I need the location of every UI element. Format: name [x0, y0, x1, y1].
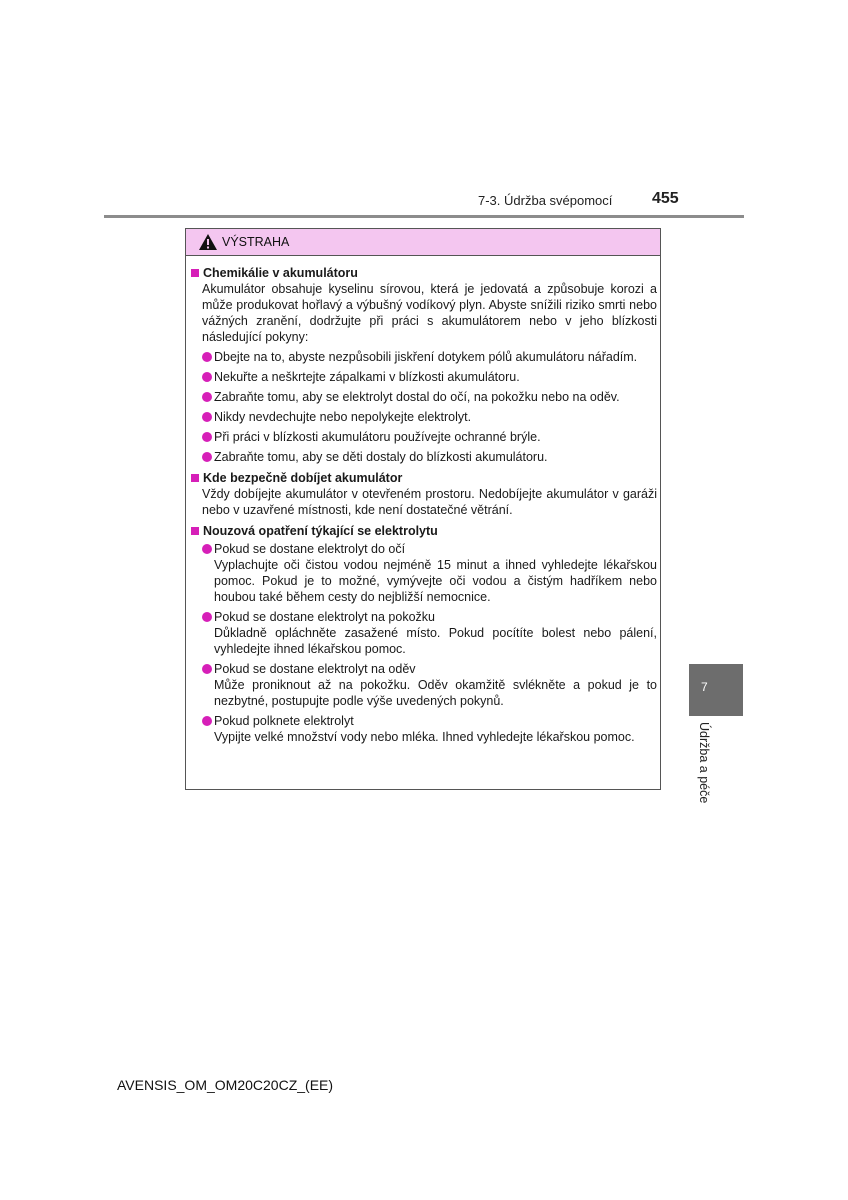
dot-bullet-icon	[202, 664, 212, 674]
section-title: Nouzová opatření týkající se elektrolytu	[189, 523, 657, 539]
section-header: 7-3. Údržba svépomocí	[478, 193, 613, 208]
list-item: Pokud se dostane elektrolyt na oděv	[189, 661, 657, 677]
list-item: Pokud se dostane elektrolyt na pokožku	[189, 609, 657, 625]
section-paragraph: Akumulátor obsahuje kyselinu sírovou, která je jedovatá a způsobuje korozi a může produkovat hořlavý a výbušný vodíkový plyn. Abyste snížili riziko smrti nebo vážných zranění, dodržujte při práci s akumulátorem nebo v jeho blízkosti následující pokyny:	[202, 282, 657, 344]
list-item: Pokud polknete elektrolyt	[189, 713, 657, 729]
list-item-description: Důkladně opláchněte zasažené místo. Pokud pocítíte bolest nebo pálení, vyhledejte ihned lékařskou pomoc.	[214, 626, 657, 656]
dot-bullet-icon	[202, 372, 212, 382]
warning-triangle-icon	[198, 233, 218, 251]
warning-body	[186, 256, 660, 745]
list-item: Při práci v blízkosti akumulátoru používejte ochranné brýle.	[189, 429, 657, 445]
square-bullet-icon	[191, 527, 199, 535]
dot-bullet-icon	[202, 452, 212, 462]
square-bullet-icon	[191, 269, 199, 277]
warning-box	[185, 228, 661, 790]
chapter-tab	[689, 664, 743, 716]
square-bullet-icon	[191, 474, 199, 482]
list-item: Nekuřte a neškrtejte zápalkami v blízkosti akumulátoru.	[189, 369, 657, 385]
section-title: Chemikálie v akumulátoru	[189, 265, 657, 281]
list-item: Zabraňte tomu, aby se elektrolyt dostal do očí, na pokožku nebo na oděv.	[189, 389, 657, 405]
list-item-description: Může proniknout až na pokožku. Oděv okamžitě svlékněte a pokud je to nezbytné, postupujte podle výše uvedených pokynů.	[214, 678, 657, 708]
list-item-description: Vyplachujte oči čistou vodou nejméně 15 minut a ihned vyhledejte lékařskou pomoc. Pokud je to možné, vymývejte oči vodou a čistým hadříkem nebo houbou také během cesty do nejbližší nemocnice.	[214, 558, 657, 604]
chapter-label: Údržba a péče	[697, 722, 711, 804]
list-item: Nikdy nevdechujte nebo nepolykejte elektrolyt.	[189, 409, 657, 425]
section-title: Kde bezpečně dobíjet akumulátor	[189, 470, 657, 486]
chapter-number: 7	[701, 680, 708, 694]
list-item: Dbejte na to, abyste nezpůsobili jiskření dotykem pólů akumulátoru nářadím.	[189, 349, 657, 365]
list-item: Zabraňte tomu, aby se děti dostaly do blízkosti akumulátoru.	[189, 449, 657, 465]
dot-bullet-icon	[202, 716, 212, 726]
dot-bullet-icon	[202, 544, 212, 554]
page-number: 455	[652, 190, 679, 207]
section-paragraph: Vždy dobíjejte akumulátor v otevřeném prostoru. Nedobíjejte akumulátor v garáži nebo v uzavřené místnosti, kde není dostatečné větrání.	[202, 487, 657, 517]
header-rule	[104, 215, 744, 218]
dot-bullet-icon	[202, 612, 212, 622]
list-item: Pokud se dostane elektrolyt do očí	[189, 541, 657, 557]
list-item-description: Vypijte velké množství vody nebo mléka. Ihned vyhledejte lékařskou pomoc.	[214, 730, 635, 744]
warning-title: VÝSTRAHA	[222, 235, 290, 249]
document-code: AVENSIS_OM_OM20C20CZ_(EE)	[117, 1077, 334, 1093]
dot-bullet-icon	[202, 412, 212, 422]
warning-header	[186, 229, 660, 256]
dot-bullet-icon	[202, 432, 212, 442]
dot-bullet-icon	[202, 352, 212, 362]
dot-bullet-icon	[202, 392, 212, 402]
